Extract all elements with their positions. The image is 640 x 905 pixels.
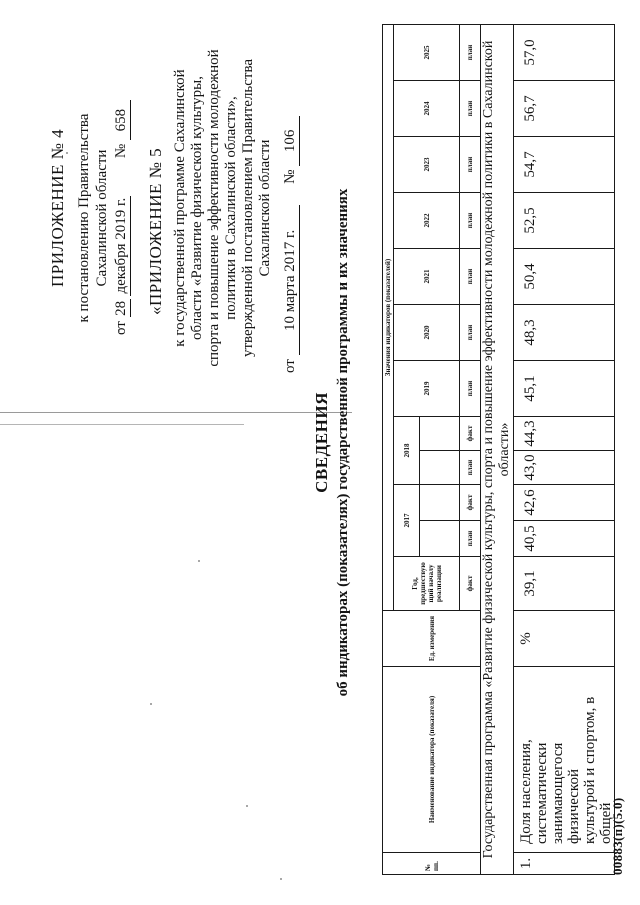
row-name [514, 667, 615, 853]
header-year-2021: 2021 [394, 249, 460, 305]
cell-2018-fact: 44,3 [514, 417, 615, 451]
header-year-2018: 2018 [394, 417, 420, 485]
header-year-2022: 2022 [394, 193, 460, 249]
program-row: Государственная программа «Развитие физической культуры, спорта и повышение эффективности молодежной политики в Сахалинской области» [481, 25, 514, 875]
appendix-original-date-line [282, 116, 300, 373]
document-number: 658 [113, 100, 131, 140]
cell-2020: 48,3 [514, 305, 615, 361]
cell-2023: 54,7 [514, 137, 615, 193]
appendix-original-text [172, 43, 274, 373]
subheader-plan: план [460, 193, 481, 249]
subheader-plan: план [460, 451, 481, 485]
date-month-year: декабря 2019 г. [113, 196, 131, 296]
header-plan [420, 451, 460, 485]
indicators-table [382, 24, 615, 875]
date-prefix: от [282, 359, 298, 373]
date-value: 10 марта 2017 г. [282, 205, 300, 355]
appendix-current-title: ПРИЛОЖЕНИЕ № 4 [48, 128, 67, 287]
subheader-plan: план [460, 249, 481, 305]
appendix-original-line: спорта и повышение эффективности молодежной [206, 49, 222, 367]
subheader-plan: план [460, 361, 481, 417]
header-year-2024: 2024 [394, 81, 460, 137]
header-year-2023: 2023 [394, 137, 460, 193]
header-year-2017: 2017 [394, 485, 420, 557]
cell-2017-fact: 42,6 [514, 485, 615, 521]
table-row [514, 25, 615, 875]
date-day: 28 [113, 300, 129, 316]
subheader-fact: факт [460, 417, 481, 451]
cell-base: 39,1 [514, 557, 615, 611]
header-fact [420, 485, 460, 521]
row-name-line: культурой и спортом, в общей [582, 696, 614, 844]
cell-2019: 45,1 [514, 361, 615, 417]
header-year-2020: 2020 [394, 305, 460, 361]
appendix-current-line2: Сахалинской области [94, 149, 110, 287]
cell-2024: 56,7 [514, 81, 615, 137]
appendix-current-date-line [113, 100, 131, 335]
cell-2017-plan: 40,5 [514, 521, 615, 557]
header-plan [420, 521, 460, 557]
header-year-2025: 2025 [394, 25, 460, 81]
document-title: СВЕДЕНИЯ [312, 392, 331, 493]
row-num: 1. [514, 853, 615, 875]
header-fact [420, 417, 460, 451]
number-label: № [113, 143, 129, 159]
header-values-group: Значения индикаторов (показателей) [383, 25, 394, 611]
header-name: Наименование индикатора (показателя) [383, 667, 481, 853]
cell-2021: 50,4 [514, 249, 615, 305]
footer-code: 00883(п)(5.0) [610, 797, 625, 875]
appendix-original-line: утвержденной постановлением Правительства [240, 58, 256, 358]
number-label: № [282, 169, 298, 184]
subheader-plan: план [460, 521, 481, 557]
row-unit: % [514, 611, 615, 667]
header-unit: Ед. измерения [383, 611, 481, 667]
cell-2025: 57,0 [514, 25, 615, 81]
row-name-line: занимающегося физической [550, 742, 582, 844]
subheader-plan: план [460, 137, 481, 193]
header-base-year: Год, предшествую щий началу реализации [394, 557, 460, 611]
document-subtitle: об индикаторах (показателях) государственной программы и их значениях [335, 188, 351, 697]
appendix-original-title: «ПРИЛОЖЕНИЕ № 5 [146, 147, 165, 315]
subheader-fact: факт [460, 485, 481, 521]
subheader-plan: план [460, 81, 481, 137]
header-num: № пп. [383, 853, 481, 875]
subheader-plan: план [460, 25, 481, 81]
header-year-2019: 2019 [394, 361, 460, 417]
appendix-original-line: политики в Сахалинской области», [223, 96, 239, 320]
date-prefix: от [113, 321, 129, 335]
appendix-original-line: области «Развитие физической культуры, [189, 76, 205, 341]
cell-2022: 52,5 [514, 193, 615, 249]
cell-2018-plan: 43,0 [514, 451, 615, 485]
subheader-plan: план [460, 305, 481, 361]
document-number: 106 [282, 116, 300, 166]
subheader-fact: факт [460, 557, 481, 611]
appendix-original-line: Сахалинской области [257, 139, 273, 277]
row-name-line: Доля населения, систематически [518, 739, 550, 844]
appendix-current-line1: к постановлению Правительства [76, 113, 92, 323]
appendix-original-line: к государственной программе Сахалинской [172, 69, 188, 347]
